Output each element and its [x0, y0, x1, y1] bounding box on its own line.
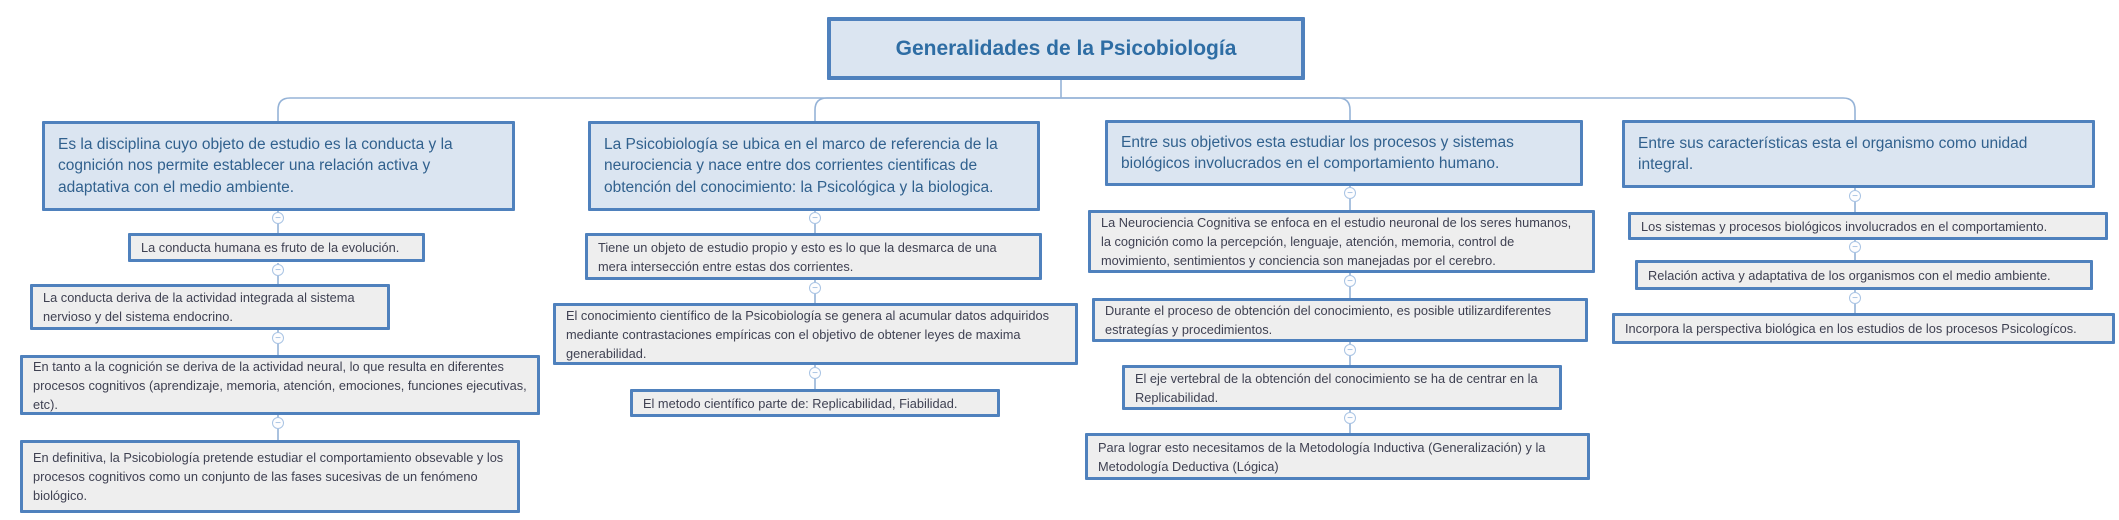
child-label-3-2: Durante el proceso de obtención del conocimiento, es posible utilizardiferentes estrategías y procedimientos. [1105, 303, 1552, 337]
minus-glyph: − [1347, 187, 1353, 199]
connector-branch-3 [1061, 98, 1350, 120]
collapse-icon[interactable] [272, 212, 284, 224]
child-label-2-1: Tiene un objeto de estudio propio y esto es lo que la desmarca de una mera intersección entre estas dos corrientes. [598, 239, 997, 274]
collapse-icon[interactable] [272, 264, 284, 276]
collapse-icon[interactable] [1849, 190, 1861, 202]
minus-glyph: − [275, 417, 281, 429]
branch-node-1[interactable] [42, 121, 515, 211]
minus-glyph: − [275, 264, 281, 276]
child-label-3-3: El eje vertebral de la obtención del conocimiento se ha de centrar en la Replicabilidad. [1135, 370, 1538, 405]
minus-glyph: − [1852, 241, 1858, 253]
child-node-4-2[interactable] [1635, 260, 2093, 290]
collapse-icon[interactable] [1849, 292, 1861, 304]
minus-glyph: − [275, 212, 281, 224]
child-label-1-2: La conducta deriva de la actividad integrada al sistema nervioso y del sistema endocrino. [43, 290, 355, 324]
child-node-3-3[interactable] [1122, 365, 1562, 410]
collapse-icon[interactable] [1344, 412, 1356, 424]
branch-label-2: La Psicobiología se ubica en el marco de referencia de la neurociencia y nace entre dos corrientes cientificas de obtención del conocimiento: la Psicológica y la biologica. [604, 135, 998, 196]
child-label-4-2: Relación activa y adaptativa de los organismos con el medio ambiente. [1648, 267, 2051, 283]
minus-glyph: − [1852, 292, 1858, 304]
child-label-3-1: La Neurociencia Cognitiva se enfoca en el estudio neuronal de los seres humanos, la cognición como la percepción, lenguaje, atención, memoria, control de movimiento, sentimientos y conciencia son manejadas por el cerebro. [1101, 215, 1572, 268]
child-label-1-3: En tanto a la cognición se deriva de la actividad neural, lo que resulta en diferentes procesos cognitivos (aprendizaje, memoria, atención, emociones, funciones ejecutivas, etc). [33, 358, 527, 412]
child-node-3-1[interactable] [1088, 210, 1595, 273]
minus-glyph: − [1852, 190, 1858, 202]
collapse-icon[interactable] [809, 367, 821, 379]
connector-branch-1 [278, 98, 1061, 121]
child-label-1-1: La conducta humana es fruto de la evolución. [141, 240, 400, 255]
child-node-3-2[interactable] [1092, 298, 1588, 342]
collapse-icon[interactable] [1849, 241, 1861, 253]
child-node-1-3[interactable] [20, 355, 540, 415]
root-topic-label: Generalidades de la Psicobiología [895, 36, 1237, 60]
collapse-icon[interactable] [809, 282, 821, 294]
collapse-icon[interactable] [1344, 344, 1356, 356]
minus-glyph: − [1347, 275, 1353, 287]
branch-node-4[interactable] [1622, 120, 2095, 188]
root-topic-node[interactable] [827, 17, 1305, 80]
connector-branch-2 [815, 98, 1061, 121]
child-node-4-1[interactable] [1628, 212, 2108, 240]
child-label-1-4: En definitiva, la Psicobiología pretende estudiar el comportamiento obsevable y los procesos cognitivos como un conjunto de las fases sucesivas de un fenómeno biológico. [33, 450, 504, 503]
collapse-icon[interactable] [1344, 275, 1356, 287]
minus-glyph: − [812, 212, 818, 224]
connector-branch-4 [1061, 98, 1855, 120]
branch-label-1: Es la disciplina cuyo objeto de estudio es la conducta y la cognición nos permite establecer una relación activa y adaptativa con el medio ambiente. [58, 135, 453, 196]
minus-glyph: − [275, 332, 281, 344]
collapse-icon[interactable] [272, 332, 284, 344]
child-node-2-1[interactable] [585, 233, 1042, 280]
collapse-icon[interactable] [1344, 187, 1356, 199]
child-node-1-1[interactable] [128, 233, 425, 262]
child-label-4-3: Incorpora la perspectiva biológica en los estudios de los procesos Psicologícos. [1625, 321, 2077, 336]
branch-node-3[interactable] [1105, 120, 1583, 186]
branch-label-4: Entre sus características esta el organismo como unidad integral. [1638, 134, 2028, 173]
child-label-3-4: Para lograr esto necesitamos de la Metodología Inductiva (Generalización) y la Metodología Deductiva (Lógica) [1098, 439, 1546, 474]
minus-glyph: − [1347, 344, 1353, 356]
branch-label-3: Entre sus objetivos esta estudiar los procesos y sistemas biológicos involucrados en el comportamiento humano. [1121, 133, 1514, 172]
collapse-icon[interactable] [272, 417, 284, 429]
child-label-2-3: El metodo científico parte de: Replicabilidad, Fiabilidad. [643, 395, 958, 411]
minus-glyph: − [1347, 412, 1353, 424]
branch-node-2[interactable] [588, 121, 1040, 211]
child-node-4-3[interactable] [1612, 313, 2115, 344]
collapse-icon[interactable] [809, 212, 821, 224]
minus-glyph: − [812, 282, 818, 294]
child-node-1-4[interactable] [20, 440, 520, 513]
child-label-4-1: Los sistemas y procesos biológicos involucrados en el comportamiento. [1641, 218, 2048, 234]
child-label-2-2: El conocimiento científico de la Psicobiología se genera al acumular datos adquiridos mediante contrastaciones empíricas con el objetivo de obtener leyes de maxima generabilidad. [566, 307, 1050, 361]
minus-glyph: − [812, 367, 818, 379]
child-node-3-4[interactable] [1085, 433, 1590, 480]
child-node-2-3[interactable] [630, 389, 1000, 417]
child-node-1-2[interactable] [30, 284, 390, 330]
child-node-2-2[interactable] [553, 303, 1078, 365]
